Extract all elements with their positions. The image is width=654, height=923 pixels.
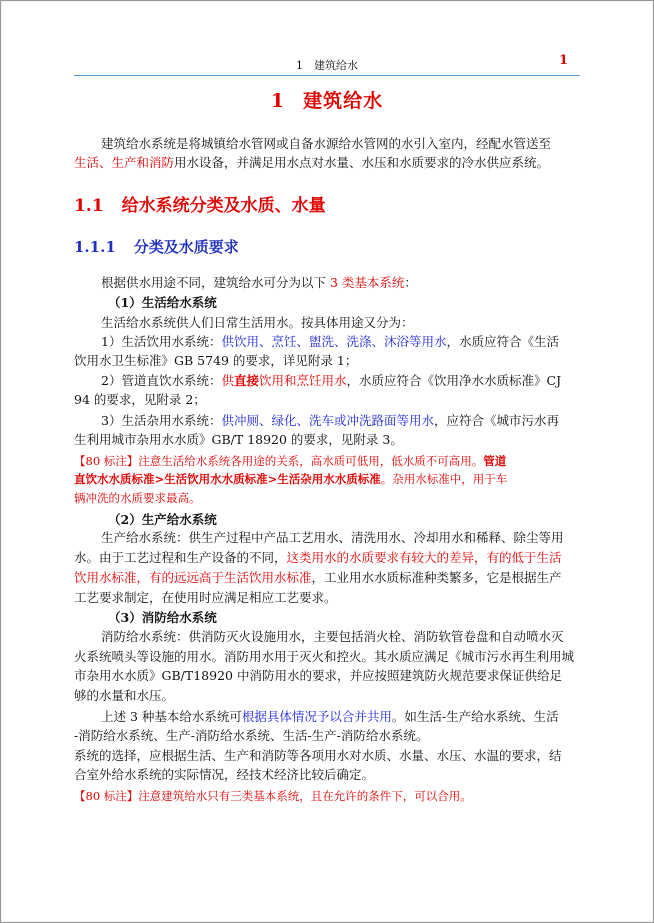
paragraph-line: 市杂用水水质》GB/T18920 中消防用水的要求，并应按照建筑防火规范要求保证供给足 [74, 668, 562, 683]
note-text: 。杂用水标准中，用于车 [380, 472, 508, 486]
chapter-heading [0, 86, 654, 113]
text-run: 2）管道直饮水系统： [101, 373, 222, 388]
system-heading-fire: （3）消防给水系统 [108, 610, 217, 625]
highlight-run: 直接 [233, 373, 259, 388]
chapter-title: 建筑给水 [303, 90, 384, 112]
note-text: 注意生活给水系统各用途的关系，高水质可低用，低水质不可高用。 [138, 454, 484, 468]
paragraph-line [74, 570, 562, 586]
running-header [74, 53, 580, 76]
text-run: ： [404, 275, 417, 290]
note-line: 辆冲洗的水质要求最高。 [74, 491, 201, 505]
section-title: 给水系统分类及水质、水量 [121, 196, 326, 216]
paragraph-line [74, 550, 562, 566]
section-number: 1.1 [74, 196, 104, 216]
paragraph-line: -消防给水系统、生产-消防给水系统、生活-生产-消防给水系统。 [74, 728, 429, 743]
paragraph-line: 生利用城市杂用水水质》GB/T 18920 的要求，见附录 3。 [74, 432, 403, 447]
text-run: ，应符合《城市污水再 [433, 413, 559, 428]
note-text-bold: 管道 [483, 454, 507, 468]
section-heading [74, 191, 326, 216]
paragraph-line [101, 334, 559, 350]
system-heading-living: （1）生活给水系统 [108, 295, 217, 310]
intro-line-1: 建筑给水系统是将城镇给水管网或自备水源给水管网的水引入室内，经配水管送至 [101, 136, 552, 151]
subsection-title: 分类及水质要求 [133, 238, 239, 256]
paragraph-line: 生产给水系统：供生产过程中产品工艺用水、清洗用水、冷却用水和稀释、除尘等用 [101, 530, 564, 545]
header-title: 1 建筑给水 [296, 59, 358, 72]
intro-highlight: 生活、生产和消防 [74, 155, 175, 170]
note-tag: 【80 标注】 [74, 454, 139, 468]
highlight-run: 供冲厕、绿化、洗车或冲洗路面等用水 [221, 413, 434, 428]
note-tag: 【80 标注】 [74, 789, 139, 803]
chapter-number: 1 [270, 90, 286, 112]
paragraph-line: 饮用水卫生标准》GB 5749 的要求，详见附录 1； [74, 353, 358, 368]
text-run: 上述 3 种基本给水系统可 [101, 709, 242, 724]
text-run: ，水质应符合《生活 [446, 334, 559, 349]
text-run: 1）生活饮用水系统： [101, 334, 222, 349]
page-number: 1 [558, 53, 568, 68]
highlight-run: 饮用和烹饪用水 [259, 373, 347, 388]
paragraph-line [101, 709, 559, 725]
paragraph-line: 生活给水系统供人们日常生活用水。按具体用途又分为： [101, 315, 414, 330]
text-run: ，水质应符合《饮用净水水质标准》CJ [346, 373, 562, 388]
intro-line-2 [74, 155, 549, 171]
note-line [74, 788, 472, 804]
text-run: ，工业用水水质标准种类繁多，它是根据生产 [311, 570, 562, 585]
paragraph-line: 消防给水系统：供消防灭火设施用水，主要包括消火栓、消防软管卷盘和自动喷水灭 [101, 629, 564, 644]
paragraph-line [101, 413, 559, 429]
text-run: 3）生活杂用水系统： [101, 413, 222, 428]
system-heading-production: （2）生产给水系统 [108, 512, 217, 527]
text-run: 。如生活-生产给水系统、生活 [391, 709, 559, 724]
highlight-run: 3 类基本系统 [329, 275, 405, 290]
text-run: 根据供水用途不同，建筑给水可分为以下 [101, 275, 330, 290]
paragraph-line: 系统的选择，应根据生活、生产和消防等各项用水对水质、水量、水压、水温的要求，结 [74, 748, 562, 763]
note-line [74, 471, 507, 487]
text-run: 水。由于工艺过程和生产设备的不同， [74, 550, 287, 565]
note-text-bold: 直饮水水质标准>生活饮用水水质标准>生活杂用水水质标准 [74, 472, 381, 486]
paragraph-line: 合室外给水系统的实际情况，经技术经济比较后确定。 [74, 767, 375, 782]
highlight-run: 饮用水标准，有的远远高于生活饮用水标准 [74, 570, 312, 585]
paragraph-line: 工艺要求制定，在使用时应满足相应工艺要求。 [74, 590, 337, 605]
subsection-heading [74, 236, 239, 257]
paragraph-line [101, 373, 561, 389]
subsection-number: 1.1.1 [74, 238, 116, 256]
note-text: 注意建筑给水只有三类基本系统，且在允许的条件下，可以合用。 [138, 789, 472, 803]
paragraph-line: 够的水量和水压。 [74, 688, 175, 703]
highlight-run: 供 [221, 373, 234, 388]
intro-line-2-rest: 用水设备，并满足用水点对水量、水压和水质要求的冷水供应系统。 [174, 155, 550, 170]
highlight-run: 供饮用、烹饪、盥洗、洗涤、沐浴等用水 [221, 334, 447, 349]
paragraph-line: 火系统喷头等设施的用水。消防用水用于灭火和控火。其水质应满足《城市污水再生利用城 [74, 649, 575, 664]
paragraph-line [101, 275, 417, 291]
highlight-run: 这类用水的水质要求有较大的差异，有的低于生活 [286, 550, 562, 565]
note-line [74, 453, 506, 469]
paragraph-line: 94 的要求，见附录 2； [74, 392, 206, 407]
highlight-run: 根据具体情况予以合并共用 [241, 709, 392, 724]
